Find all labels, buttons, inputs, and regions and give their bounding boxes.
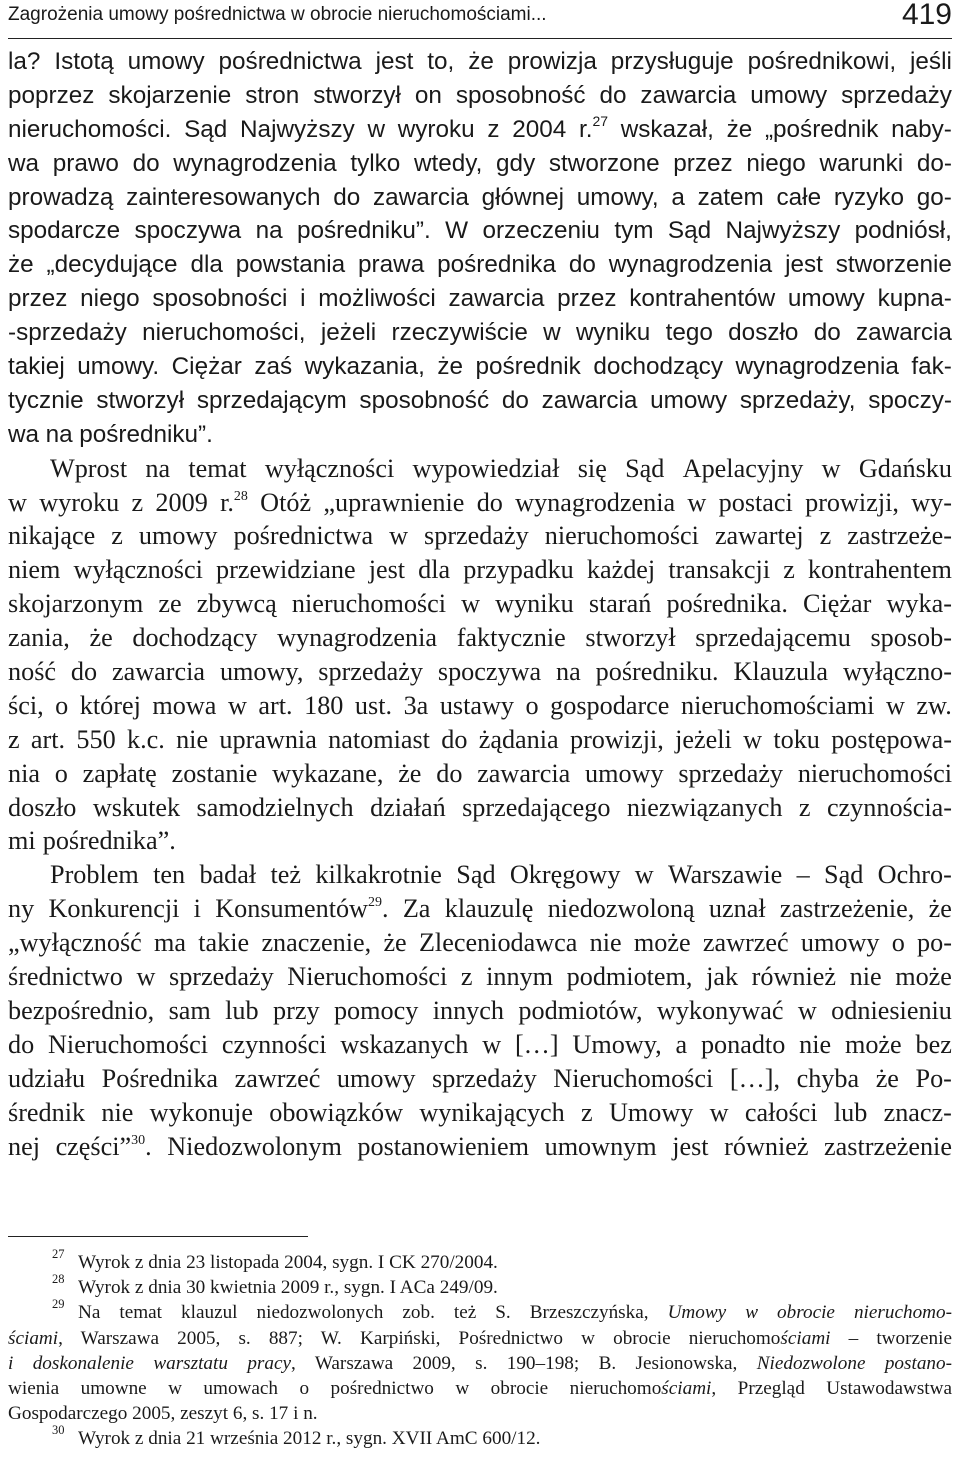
running-header [8, 0, 952, 39]
footnote-number: 27 [52, 1247, 65, 1261]
footnote-line: ściami, Warszawa 2005, s. 887; W. Karpiński, Pośrednictwo w obrocie nieruchomościami – tworzenie [8, 1327, 952, 1349]
text-line: spodarcze spoczywa na pośredniku”. W orzeczeniu tym Sąd Najwyższy podniósł, [8, 217, 952, 245]
text-line: ność do zawarcia umowy, sprzedaży spoczywa na pośredniku. Klauzula wyłączno- [8, 657, 952, 687]
text-line: nej części”$^{30}$. Niedozwolonym postanowieniem umownym jest również zastrzeżenie [8, 1131, 952, 1161]
text-line: wa na pośredniku”. [8, 420, 213, 448]
text-line: tycznie stworzył sprzedającym sposobność do zawarcia umowy sprzedaży, spoczy- [8, 386, 952, 414]
footnote-line: Gospodarczego 2005, zeszyt 6, s. 17 i n. [8, 1403, 318, 1425]
footnotes [8, 1247, 952, 1452]
text-line: la? Istotą umowy pośrednictwa jest to, że prowizja przysługuje pośrednikowi, jeśli [8, 48, 952, 75]
text-line: niem wyłączności przewidziane jest dla przypadku każdej transakcji z kontrahentem [8, 555, 952, 585]
text-line: takiej umowy. Ciężar zaś wykazania, że pośrednik dochodzący wynagrodzenia fak- [8, 353, 952, 381]
text-line: ści, o której mowa w art. 180 ust. 3a ustawy o gospodarce nieruchomościami w zw. [8, 690, 952, 720]
text-line: mi pośrednika”. [8, 826, 176, 856]
text-line: Problem ten badał też kilkakrotnie Sąd Okręgowy w Warszawie – Sąd Ochro- [50, 860, 952, 890]
text-line: poprzez skojarzenie stron stworzył on sposobność do zawarcia umowy sprzedaży [8, 81, 952, 109]
text-line: „wyłączność ma takie znaczenie, że Zleceniodawca nie może zawrzeć umowy o po- [8, 928, 952, 958]
text-line: średnik nie wykonuje obowiązków wynikających z Umowy w całości lub znacz- [8, 1097, 952, 1127]
text-line: wa prawo do wynagrodzenia tylko wtedy, gdy stworzone przez niego warunki do- [8, 149, 952, 177]
text-line: zania, że dochodzący wynagrodzenia faktycznie stworzył sprzedającemu sposob- [8, 623, 952, 653]
text-line: Wprost na temat wyłączności wypowiedział się Sąd Apelacyjny w Gdańsku [50, 453, 952, 483]
footnote-line: wienia umowne w umowach o pośrednictwo w obrocie nieruchomościami, Przegląd Ustawodawstwa [8, 1377, 952, 1399]
text-line: nieruchomości. Sąd Najwyższy w wyroku z 2004 r.$^{27}$ wskazał, że „pośrednik naby- [8, 112, 952, 143]
footnote-ref: 30 [131, 1132, 146, 1148]
text-line: średnictwo w sprzedaży Nieruchomości z innym podmiotem, jak również nie może [8, 962, 952, 992]
footnote-number: 30 [52, 1423, 65, 1438]
text-line: -sprzedaży nieruchomości, jeżeli rzeczywiście w wyniku tego doszło do zawarcia [8, 319, 952, 347]
page-number: 419 [901, 0, 952, 31]
text-line: w wyroku z 2009 r.$^{28}$ Otóż „uprawnienie do wynagrodzenia w postaci prowizji, wy- [8, 487, 952, 517]
main-text [8, 45, 952, 1163]
text-line: bezpośrednio, sam lub przy pomocy innych podmiotów, wykonywać w odniesieniu [8, 995, 952, 1025]
footnote-ref: 27 [592, 112, 609, 129]
footnote-line: 28 Wyrok z dnia 30 kwietnia 2009 r., sygn. I ACa 249/09. [8, 1275, 952, 1300]
footnote-separator [8, 1236, 308, 1237]
footnote-ref: 28 [233, 488, 248, 504]
text-line: z art. 550 k.c. nie uprawnia natomiast do żądania prowizji, jeżeli w toku postępowa- [8, 724, 952, 754]
text-line: prowadzą zainteresowanych do zawarcia głównej umowy, a zatem całe ryzyko go- [8, 183, 952, 211]
text-line: że „decydujące dla powstania prawa pośrednika do wynagrodzenia jest stworzenie [8, 251, 952, 279]
footnote-line: i doskonalenie warsztatu pracy, Warszawa 2009, s. 190–198; B. Jesionowska, Niedozwolone postano- [8, 1352, 952, 1374]
footnote-number: 29 [52, 1297, 65, 1312]
text-line: udziału Pośrednika zawrzeć umowy sprzedaży Nieruchomości […], chyba że Po- [8, 1063, 952, 1093]
footnote-number: 28 [52, 1272, 65, 1287]
text-line: doszło wskutek samodzielnych działań sprzedającego niezwiązanych z czynnościa- [8, 792, 952, 822]
footnote-ref: 29 [367, 895, 382, 911]
text-line: nikające z umowy pośrednictwa w sprzedaży nieruchomości zawartej z zastrzeże- [8, 521, 952, 551]
text-line: nia o zapłatę zostanie wykazane, że do zawarcia umowy sprzedaży nieruchomości [8, 758, 952, 788]
footnote-line: 29 Na temat klauzul niedozwolonych zob. też S. Brzeszczyńska, Umowy w obrocie nieruchomo- [8, 1300, 952, 1325]
text-line: przez niego sposobności i możliwości zawarcia przez kontrahentów umowy kupna- [8, 285, 952, 313]
text-line: skojarzonym ze zbywcą nieruchomości w wyniku starań pośrednika. Ciężar wyka- [8, 589, 952, 619]
footnote-line: 30 Wyrok z dnia 21 września 2012 r., sygn. XVII AmC 600/12. [8, 1426, 952, 1451]
running-title: Zagrożenia umowy pośrednictwa w obrocie nieruchomościami... [8, 4, 547, 25]
footnote-line: 27 Wyrok z dnia 23 listopada 2004, sygn. I CK 270/2004. [8, 1250, 952, 1275]
text-line: do Nieruchomości czynności wskazanych w […] Umowy, a ponadto nie może bez [8, 1029, 952, 1059]
text-line: ny Konkurencji i Konsumentów$^{29}$. Za klauzulę niedozwoloną uznał zastrzeżenie, że [8, 894, 952, 924]
